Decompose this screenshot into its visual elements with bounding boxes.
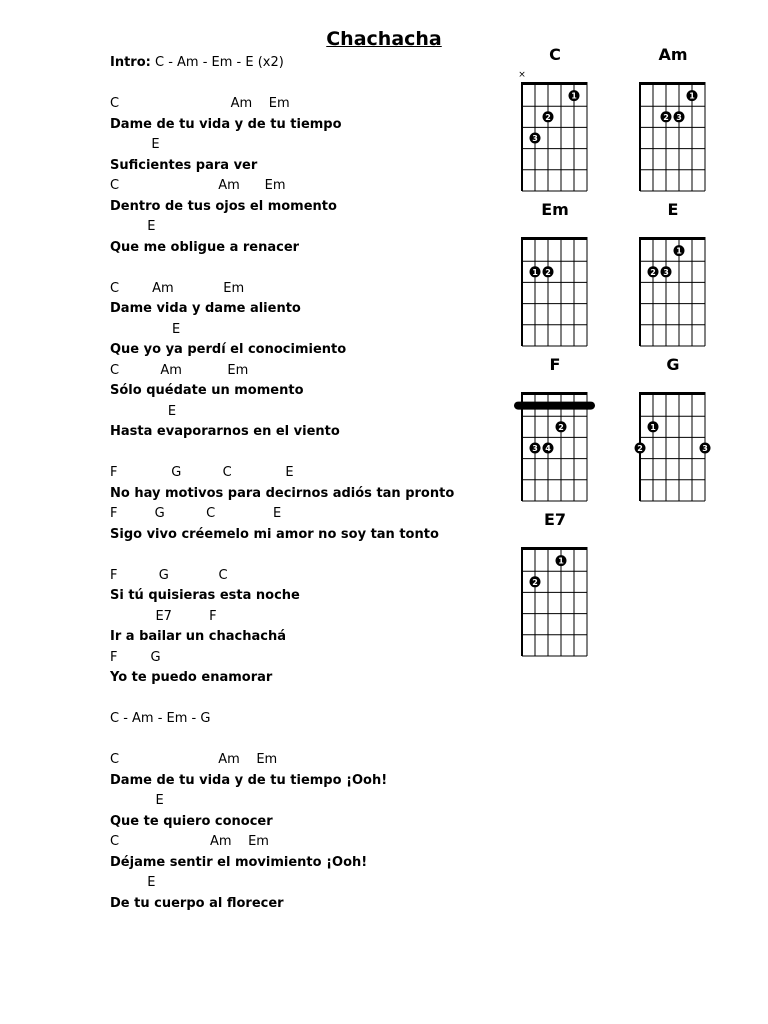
finger-number: 2 <box>637 444 643 453</box>
chord-line: C Am Em <box>110 96 290 111</box>
finger-number: 1 <box>532 267 538 277</box>
finger-number: 1 <box>650 422 656 432</box>
nut <box>522 237 587 240</box>
chord-chart-name: Am <box>658 45 688 64</box>
lyric-line: Que yo ya perdí el conocimiento <box>110 342 347 357</box>
lyric-line: Sigo vivo créemelo mi amor no soy tan tonto <box>110 526 439 542</box>
chord-line: C Am Em <box>110 178 286 193</box>
chord-chart-e7 <box>505 510 605 660</box>
chord-line: E <box>110 403 177 419</box>
lyric-line: No hay motivos para decirnos adiós tan pronto <box>110 485 455 501</box>
lyric-line: Suficientes para ver <box>110 157 258 173</box>
finger-number: 2 <box>532 577 538 587</box>
nut <box>640 392 705 395</box>
chord-chart-name: G <box>666 355 680 374</box>
lyric-line: Sólo quédate un momento <box>110 383 304 398</box>
finger-number: 1 <box>558 556 564 566</box>
barre-bar <box>514 402 595 410</box>
lyric-line: Si tú quisieras esta noche <box>110 588 300 603</box>
lyric-line: Déjame sentir el movimiento ¡Ooh! <box>110 854 368 870</box>
finger-number: 2 <box>545 112 551 122</box>
fretboard-svg <box>505 510 605 660</box>
chord-line: F G C E <box>110 506 282 521</box>
lyric-line: Dame de tu vida y de tu tiempo <box>110 116 342 132</box>
finger-number: 3 <box>676 112 682 122</box>
chord-chart-name: F <box>549 355 561 374</box>
chord-line: C Am Em <box>110 834 269 849</box>
chord-chart-e <box>623 200 723 350</box>
fretboard-svg <box>505 45 605 195</box>
lyric-line: Ir a bailar un chachachá <box>110 629 287 644</box>
chord-line: E <box>110 137 160 152</box>
nut <box>522 392 587 395</box>
finger-number: 2 <box>650 267 656 277</box>
finger-number: 2 <box>558 422 564 432</box>
finger-number: 1 <box>571 91 577 101</box>
chord-chart-em <box>505 200 605 350</box>
lyric-line: Yo te puedo enamorar <box>110 670 273 685</box>
chord-chart-name: E7 <box>543 510 567 529</box>
chord-line: E <box>110 219 156 234</box>
chord-line: C Am Em <box>110 752 278 767</box>
chord-line: C - Am - Em - G <box>110 711 211 726</box>
lyric-line: Que te quiero conocer <box>110 813 273 829</box>
chord-line: E <box>110 875 156 890</box>
chord-chart-name: E <box>667 200 679 219</box>
finger-number: 3 <box>532 444 538 453</box>
fretboard-svg <box>505 355 605 505</box>
lyric-line: Dentro de tus ojos el momento <box>110 198 337 214</box>
fretboard-svg <box>623 45 723 195</box>
nut <box>640 82 705 85</box>
intro-line <box>110 55 284 70</box>
chord-chart-g <box>623 355 723 505</box>
fretboard-svg <box>623 200 723 350</box>
intro-label: Intro: <box>110 55 151 70</box>
song-title: Chachacha <box>326 28 442 50</box>
finger-number: 4 <box>545 444 551 453</box>
chord-chart-c <box>505 45 605 195</box>
chord-line: E7 F <box>110 608 217 624</box>
fretboard-svg <box>623 355 723 505</box>
chord-line: F G C <box>110 567 228 583</box>
chord-chart-name: Em <box>541 200 569 219</box>
lyric-line: Dame vida y dame aliento <box>110 301 301 316</box>
nut <box>640 237 705 240</box>
nut <box>522 547 587 550</box>
intro-progression: C - Am - Em - E (x2) <box>155 55 284 70</box>
finger-number: 3 <box>702 444 708 453</box>
chord-line: C Am Em <box>110 362 249 378</box>
finger-number: 2 <box>545 267 551 277</box>
chord-chart-name: C <box>549 45 561 64</box>
finger-number: 2 <box>663 112 669 122</box>
lyric-line: Dame de tu vida y de tu tiempo ¡Ooh! <box>110 772 388 788</box>
muted-string-mark: × <box>518 70 526 80</box>
chord-line: C Am Em <box>110 280 245 296</box>
chord-chart-am <box>623 45 723 195</box>
chord-line: F G <box>110 649 161 665</box>
chord-line: E <box>110 321 181 337</box>
lyric-line: Que me obligue a renacer <box>110 239 300 255</box>
nut <box>522 82 587 85</box>
finger-number: 1 <box>689 91 695 101</box>
chord-diagrams <box>505 45 745 665</box>
chord-line: E <box>110 793 164 808</box>
chord-chart-f <box>505 355 605 505</box>
finger-number: 3 <box>663 267 669 277</box>
lyric-line: Hasta evaporarnos en el viento <box>110 424 340 439</box>
lyric-line: De tu cuerpo al florecer <box>110 895 284 911</box>
chord-line: F G C E <box>110 465 294 480</box>
finger-number: 1 <box>676 246 682 256</box>
fretboard-svg <box>505 200 605 350</box>
finger-number: 3 <box>532 134 538 143</box>
